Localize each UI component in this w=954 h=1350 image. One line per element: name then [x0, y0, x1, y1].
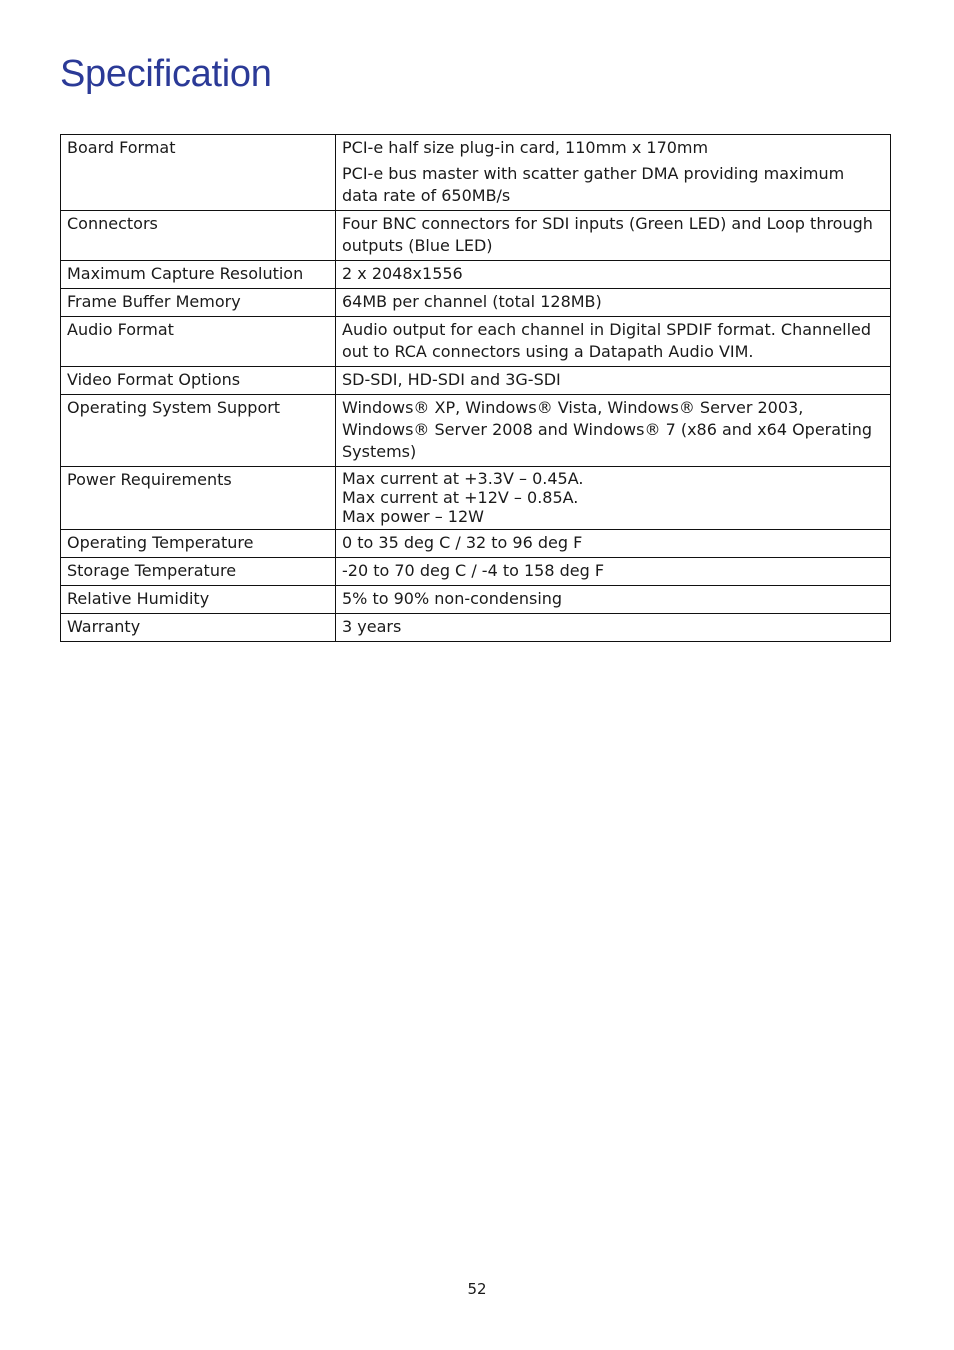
- spec-value-line: Windows® XP, Windows® Vista, Windows® Server 2003, Windows® Server 2008 and Windows® 7 (x86 and x64 Operating Systems): [342, 398, 873, 461]
- spec-value-line: Audio output for each channel in Digital SPDIF format. Channelled out to RCA connectors using a Datapath Audio VIM.: [342, 320, 872, 361]
- spec-value-video-format-options: [336, 367, 891, 395]
- spec-label-power-requirements: Power Requirements: [61, 467, 336, 530]
- spec-label-warranty: Warranty: [61, 614, 336, 642]
- spec-value-line: 0 to 35 deg C / 32 to 96 deg F: [342, 533, 583, 552]
- spec-label-relative-humidity: Relative Humidity: [61, 586, 336, 614]
- spec-value-connectors: [336, 211, 891, 261]
- spec-label-os-support: Operating System Support: [61, 395, 336, 467]
- table-row: [61, 135, 891, 211]
- spec-value-max-capture-resolution: [336, 261, 891, 289]
- spec-value-line: 2 x 2048x1556: [342, 264, 463, 283]
- spec-value-line: PCI-e bus master with scatter gather DMA providing maximum data rate of 650MB/s: [342, 164, 845, 205]
- spec-value-os-support: [336, 395, 891, 467]
- table-row: [61, 586, 891, 614]
- table-row: [61, 261, 891, 289]
- specification-table: [60, 134, 891, 642]
- spec-value-board-format: [336, 135, 891, 211]
- page-number: 52: [467, 1280, 487, 1298]
- spec-value-line: Max power – 12W: [342, 507, 484, 526]
- spec-value-line: -20 to 70 deg C / -4 to 158 deg F: [342, 561, 605, 580]
- spec-value-relative-humidity: [336, 586, 891, 614]
- spec-value-warranty: [336, 614, 891, 642]
- spec-value-storage-temperature: [336, 558, 891, 586]
- spec-label-board-format: Board Format: [61, 135, 336, 211]
- spec-label-operating-temperature: Operating Temperature: [61, 530, 336, 558]
- table-row: [61, 614, 891, 642]
- table-row: [61, 289, 891, 317]
- table-row: [61, 467, 891, 530]
- spec-value-audio-format: [336, 317, 891, 367]
- spec-value-line: 5% to 90% non-condensing: [342, 589, 563, 608]
- spec-value-operating-temperature: [336, 530, 891, 558]
- spec-value-line: 64MB per channel (total 128MB): [342, 292, 602, 311]
- spec-label-audio-format: Audio Format: [61, 317, 336, 367]
- spec-label-video-format-options: Video Format Options: [61, 367, 336, 395]
- table-row: [61, 367, 891, 395]
- spec-value-line: 3 years: [342, 617, 402, 636]
- spec-label-max-capture-resolution: Maximum Capture Resolution: [61, 261, 336, 289]
- spec-value-power-requirements: [336, 467, 891, 530]
- table-row: [61, 317, 891, 367]
- spec-label-storage-temperature: Storage Temperature: [61, 558, 336, 586]
- spec-value-line: SD-SDI, HD-SDI and 3G-SDI: [342, 370, 561, 389]
- spec-label-frame-buffer-memory: Frame Buffer Memory: [61, 289, 336, 317]
- page-title: Specification: [60, 53, 272, 95]
- table-row: [61, 395, 891, 467]
- spec-value-line: PCI-e half size plug-in card, 110mm x 170mm: [342, 138, 709, 157]
- spec-value-line: Max current at +12V – 0.85A.: [342, 488, 579, 507]
- spec-value-line: Max current at +3.3V – 0.45A.: [342, 469, 584, 488]
- table-row: [61, 530, 891, 558]
- spec-value-frame-buffer-memory: [336, 289, 891, 317]
- table-row: [61, 558, 891, 586]
- spec-label-connectors: Connectors: [61, 211, 336, 261]
- table-row: [61, 211, 891, 261]
- spec-value-line: Four BNC connectors for SDI inputs (Green LED) and Loop through outputs (Blue LED): [342, 214, 873, 255]
